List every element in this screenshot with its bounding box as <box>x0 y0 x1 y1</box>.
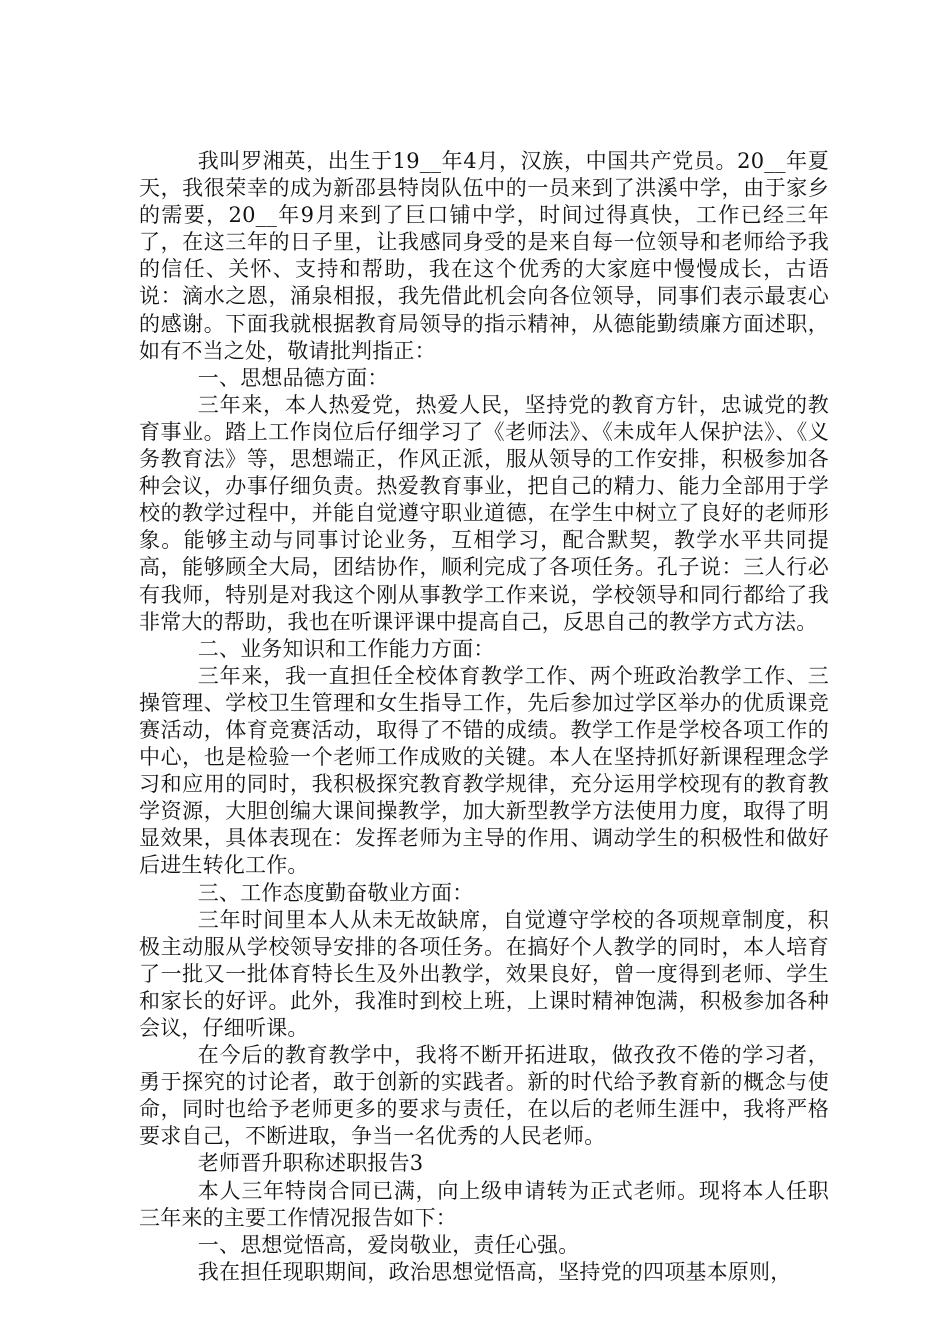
moral-paragraph: 三年来，本人热爱党，热爱人民，坚持党的教育方针，忠诚党的教育事业。踏上工作岗位后仔细学习了《老师法》、《未成年人保护法》、《义务教育法》等，思想端正，作风正派，服从领导的工作安排，积极参加各种会议，办事仔细负责。热爱教育事业，把自己的精力、能力全部用于学校的教学过程中，并能自觉遵守职业道德，在学生中树立了良好的老师形象。能够主动与同事讨论业务，互相学习，配合默契，教学水平共同提高，能够顾全大局，团结协作，顺利完成了各项任务。孔子说：三人行必有我师，特别是对我这个刚从事教学工作来说，学校领导和同行都给了我非常大的帮助，我也在听课评课中提高自己，反思自己的教学方式方法。 <box>139 392 829 634</box>
future-paragraph: 在今后的教育教学中，我将不断开拓进取，做孜孜不倦的学习者，勇于探究的讨论者，敢于创新的实践者。新的时代给予教育新的概念与使命，同时也给予老师更多的要求与责任，在以后的老师生涯中，我将严格要求自己，不断进取，争当一名优秀的人民老师。 <box>139 1043 829 1149</box>
ideology-paragraph: 我在担任现职期间，政治思想觉悟高，坚持党的四项基本原则， <box>197 1259 792 1284</box>
section-heading-ideology: 一、思想觉悟高，爱岗敬业，责任心强。 <box>197 1232 580 1257</box>
ability-paragraph: 三年来，我一直担任全校体育教学工作、两个班政治教学工作、三操管理、学校卫生管理和女生指导工作，先后参加过学区举办的优质课竞赛活动，体育竞赛活动，取得了不错的成绩。教学工作是学校各项工作的中心，也是检验一个老师工作成败的关键。本人在坚持抓好新课程理念学习和应用的同时，我积极探究教育教学规律，充分运用学校现有的教育教学资源，大胆创编大课间操教学，加大新型教学方法使用力度，取得了明显效果，具体表现在：发挥老师为主导的作用、调动学生的积极性和做好后进生转化工作。 <box>139 663 829 878</box>
report-intro-paragraph: 本人三年特岗合同已满，向上级申请转为正式老师。现将本人任职三年来的主要工作情况报告如下： <box>139 1178 829 1230</box>
document-body <box>139 148 829 1286</box>
section-heading-attitude: 三、工作态度勤奋敬业方面： <box>197 880 474 905</box>
report-title: 老师晋升职称述职报告3 <box>197 1151 424 1176</box>
section-heading-ability: 二、业务知识和工作能力方面： <box>197 636 495 661</box>
intro-paragraph: 我叫罗湘英，出生于19__年4月，汉族，中国共产党员。20__年夏天，我很荣幸的成为新邵县特岗队伍中的一员来到了洪溪中学，由于家乡的需要，20__年9月来到了巨口铺中学，时间过得真快，工作已经三年了，在这三年的日子里，让我感同身受的是来自每一位领导和老师给予我的信任、关怀、支持和帮助，我在这个优秀的大家庭中慢慢成长，古语说：滴水之恩，涌泉相报，我先借此机会向各位领导，同事们表示最衷心的感谢。下面我就根据教育局领导的指示精神，从德能勤绩廉方面述职，如有不当之处，敬请批判指正： <box>139 149 829 363</box>
attitude-paragraph: 三年时间里本人从未无故缺席，自觉遵守学校的各项规章制度，积极主动服从学校领导安排的各项任务。在搞好个人教学的同时，本人培育了一批又一批体育特长生及外出教学，效果良好，曾一度得到老师、学生和家长的好评。此外，我准时到校上班，上课时精神饱满，积极参加各种会议，仔细听课。 <box>139 907 829 1040</box>
section-heading-moral: 一、思想品德方面： <box>197 365 389 390</box>
